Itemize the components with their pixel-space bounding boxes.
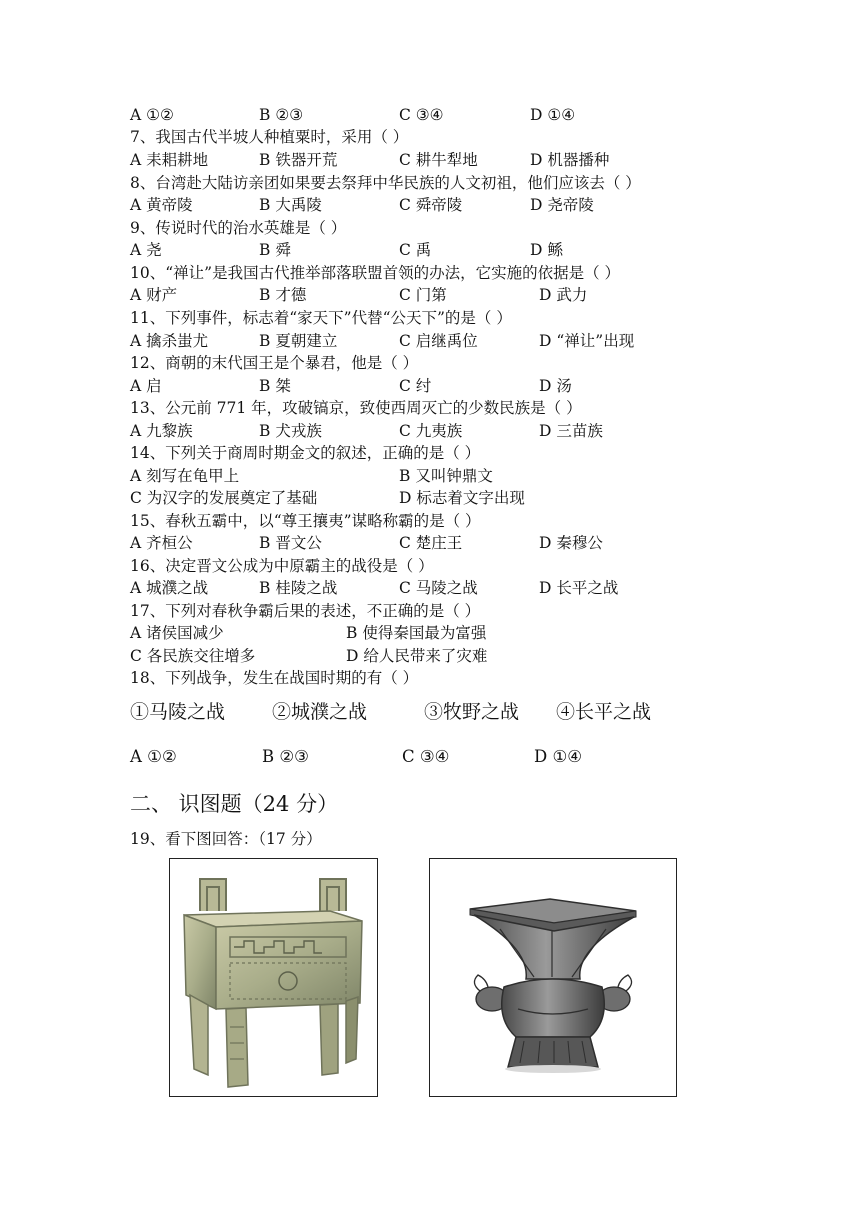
option-b: B 晋文公 (259, 534, 322, 552)
option-b: B 夏朝建立 (259, 332, 338, 350)
question-15-stem: 15、春秋五霸中，以“尊王攘夷”谋略称霸的是（ ） (130, 512, 481, 530)
question-9-stem: 9、传说时代的治水英雄是（ ） (130, 219, 347, 237)
q18-item-4: ④长平之战 (556, 701, 652, 723)
option-b: B 铁器开荒 (259, 151, 338, 169)
option-d: D “禅让”出现 (539, 332, 635, 350)
option-d: D 武力 (539, 286, 588, 304)
q18-item-2: ②城濮之战 (272, 701, 368, 723)
option-a: A 齐桓公 (130, 534, 193, 552)
option-c: C 门第 (399, 286, 447, 304)
option-d: D 三苗族 (539, 422, 603, 440)
option-d: D 秦穆公 (539, 534, 603, 552)
option-a: A 诸侯国减少 (130, 624, 224, 642)
question-12-stem: 12、商朝的末代国王是个暴君，他是（ ） (130, 354, 419, 372)
option-a: A ①② (130, 747, 177, 766)
option-d: D 给人民带来了灾难 (346, 647, 488, 665)
option-d: D 汤 (539, 377, 572, 395)
option-a: A 九黎族 (130, 422, 193, 440)
option-c: C 耕牛犁地 (399, 151, 478, 169)
figure-2-frame (429, 858, 677, 1097)
option-b: B 桂陵之战 (259, 579, 338, 597)
option-a: A ①② (130, 106, 174, 124)
question-14-stem: 14、下列关于商周时期金文的叙述，正确的是（ ） (130, 444, 481, 462)
option-b: B 使得秦国最为富强 (346, 624, 487, 642)
option-c: C 禹 (399, 241, 432, 259)
question-19-stem: 19、看下图回答：（17 分） (130, 830, 322, 848)
q18-item-3: ③牧野之战 (424, 701, 520, 723)
option-c: C ③④ (402, 747, 450, 766)
question-7-stem: 7、我国古代半坡人种植粟时，采用（ ） (130, 128, 409, 146)
question-10-stem: 10、“禅让”是我国古代推举部落联盟首领的办法，它实施的依据是（ ） (130, 264, 621, 282)
option-c: C 楚庄王 (399, 534, 463, 552)
option-a: A 城濮之战 (130, 579, 209, 597)
option-c: C 各民族交往增多 (130, 647, 256, 665)
option-d: D 长平之战 (539, 579, 619, 597)
option-d: D 鲧 (530, 241, 563, 259)
question-18-stem: 18、下列战争，发生在战国时期的有（ ） (130, 669, 419, 687)
question-13-stem: 13、公元前 771 年，攻破镐京，致使西周灭亡的少数民族是（ ） (130, 399, 582, 417)
four-ram-zun-bronze-icon (430, 859, 675, 1095)
option-b: B 又叫钟鼎文 (399, 467, 493, 485)
option-d: D ①④ (534, 747, 583, 766)
q18-item-1: ①马陵之战 (130, 701, 226, 723)
figure-1-frame (169, 858, 378, 1097)
option-d: D 尧帝陵 (530, 196, 594, 214)
option-d: D ①④ (530, 106, 576, 124)
option-b: B 大禹陵 (259, 196, 322, 214)
option-b: B 犬戎族 (259, 422, 322, 440)
option-d: D 机器播种 (530, 151, 610, 169)
option-c: C 九夷族 (399, 422, 463, 440)
option-a: A 财产 (130, 286, 178, 304)
square-ding-bronze-icon (170, 859, 376, 1095)
option-a: A 刻写在龟甲上 (130, 467, 240, 485)
question-17-stem: 17、下列对春秋争霸后果的表述，不正确的是（ ） (130, 602, 481, 620)
option-b: B ②③ (262, 747, 309, 766)
section-2-title: 二、 识图题（24 分） (130, 792, 339, 816)
option-b: B 舜 (259, 241, 291, 259)
option-c: C 为汉字的发展奠定了基础 (130, 489, 318, 507)
option-c: C 纣 (399, 377, 432, 395)
option-a: A 耒耜耕地 (130, 151, 209, 169)
question-8-stem: 8、台湾赴大陆访亲团如果要去祭拜中华民族的人文初祖，他们应该去（ ） (130, 174, 641, 192)
option-b: B ②③ (259, 106, 304, 124)
option-c: C ③④ (399, 106, 444, 124)
option-d: D 标志着文字出现 (399, 489, 525, 507)
option-c: C 舜帝陵 (399, 196, 463, 214)
option-c: C 马陵之战 (399, 579, 478, 597)
option-a: A 黄帝陵 (130, 196, 193, 214)
question-11-stem: 11、下列事件，标志着“家天下”代替“公天下”的是（ ） (130, 309, 512, 327)
option-a: A 擒杀蚩尤 (130, 332, 209, 350)
option-b: B 才德 (259, 286, 307, 304)
question-16-stem: 16、决定晋文公成为中原霸主的战役是（ ） (130, 557, 434, 575)
option-a: A 尧 (130, 241, 162, 259)
option-a: A 启 (130, 377, 162, 395)
option-b: B 桀 (259, 377, 291, 395)
option-c: C 启继禹位 (399, 332, 478, 350)
